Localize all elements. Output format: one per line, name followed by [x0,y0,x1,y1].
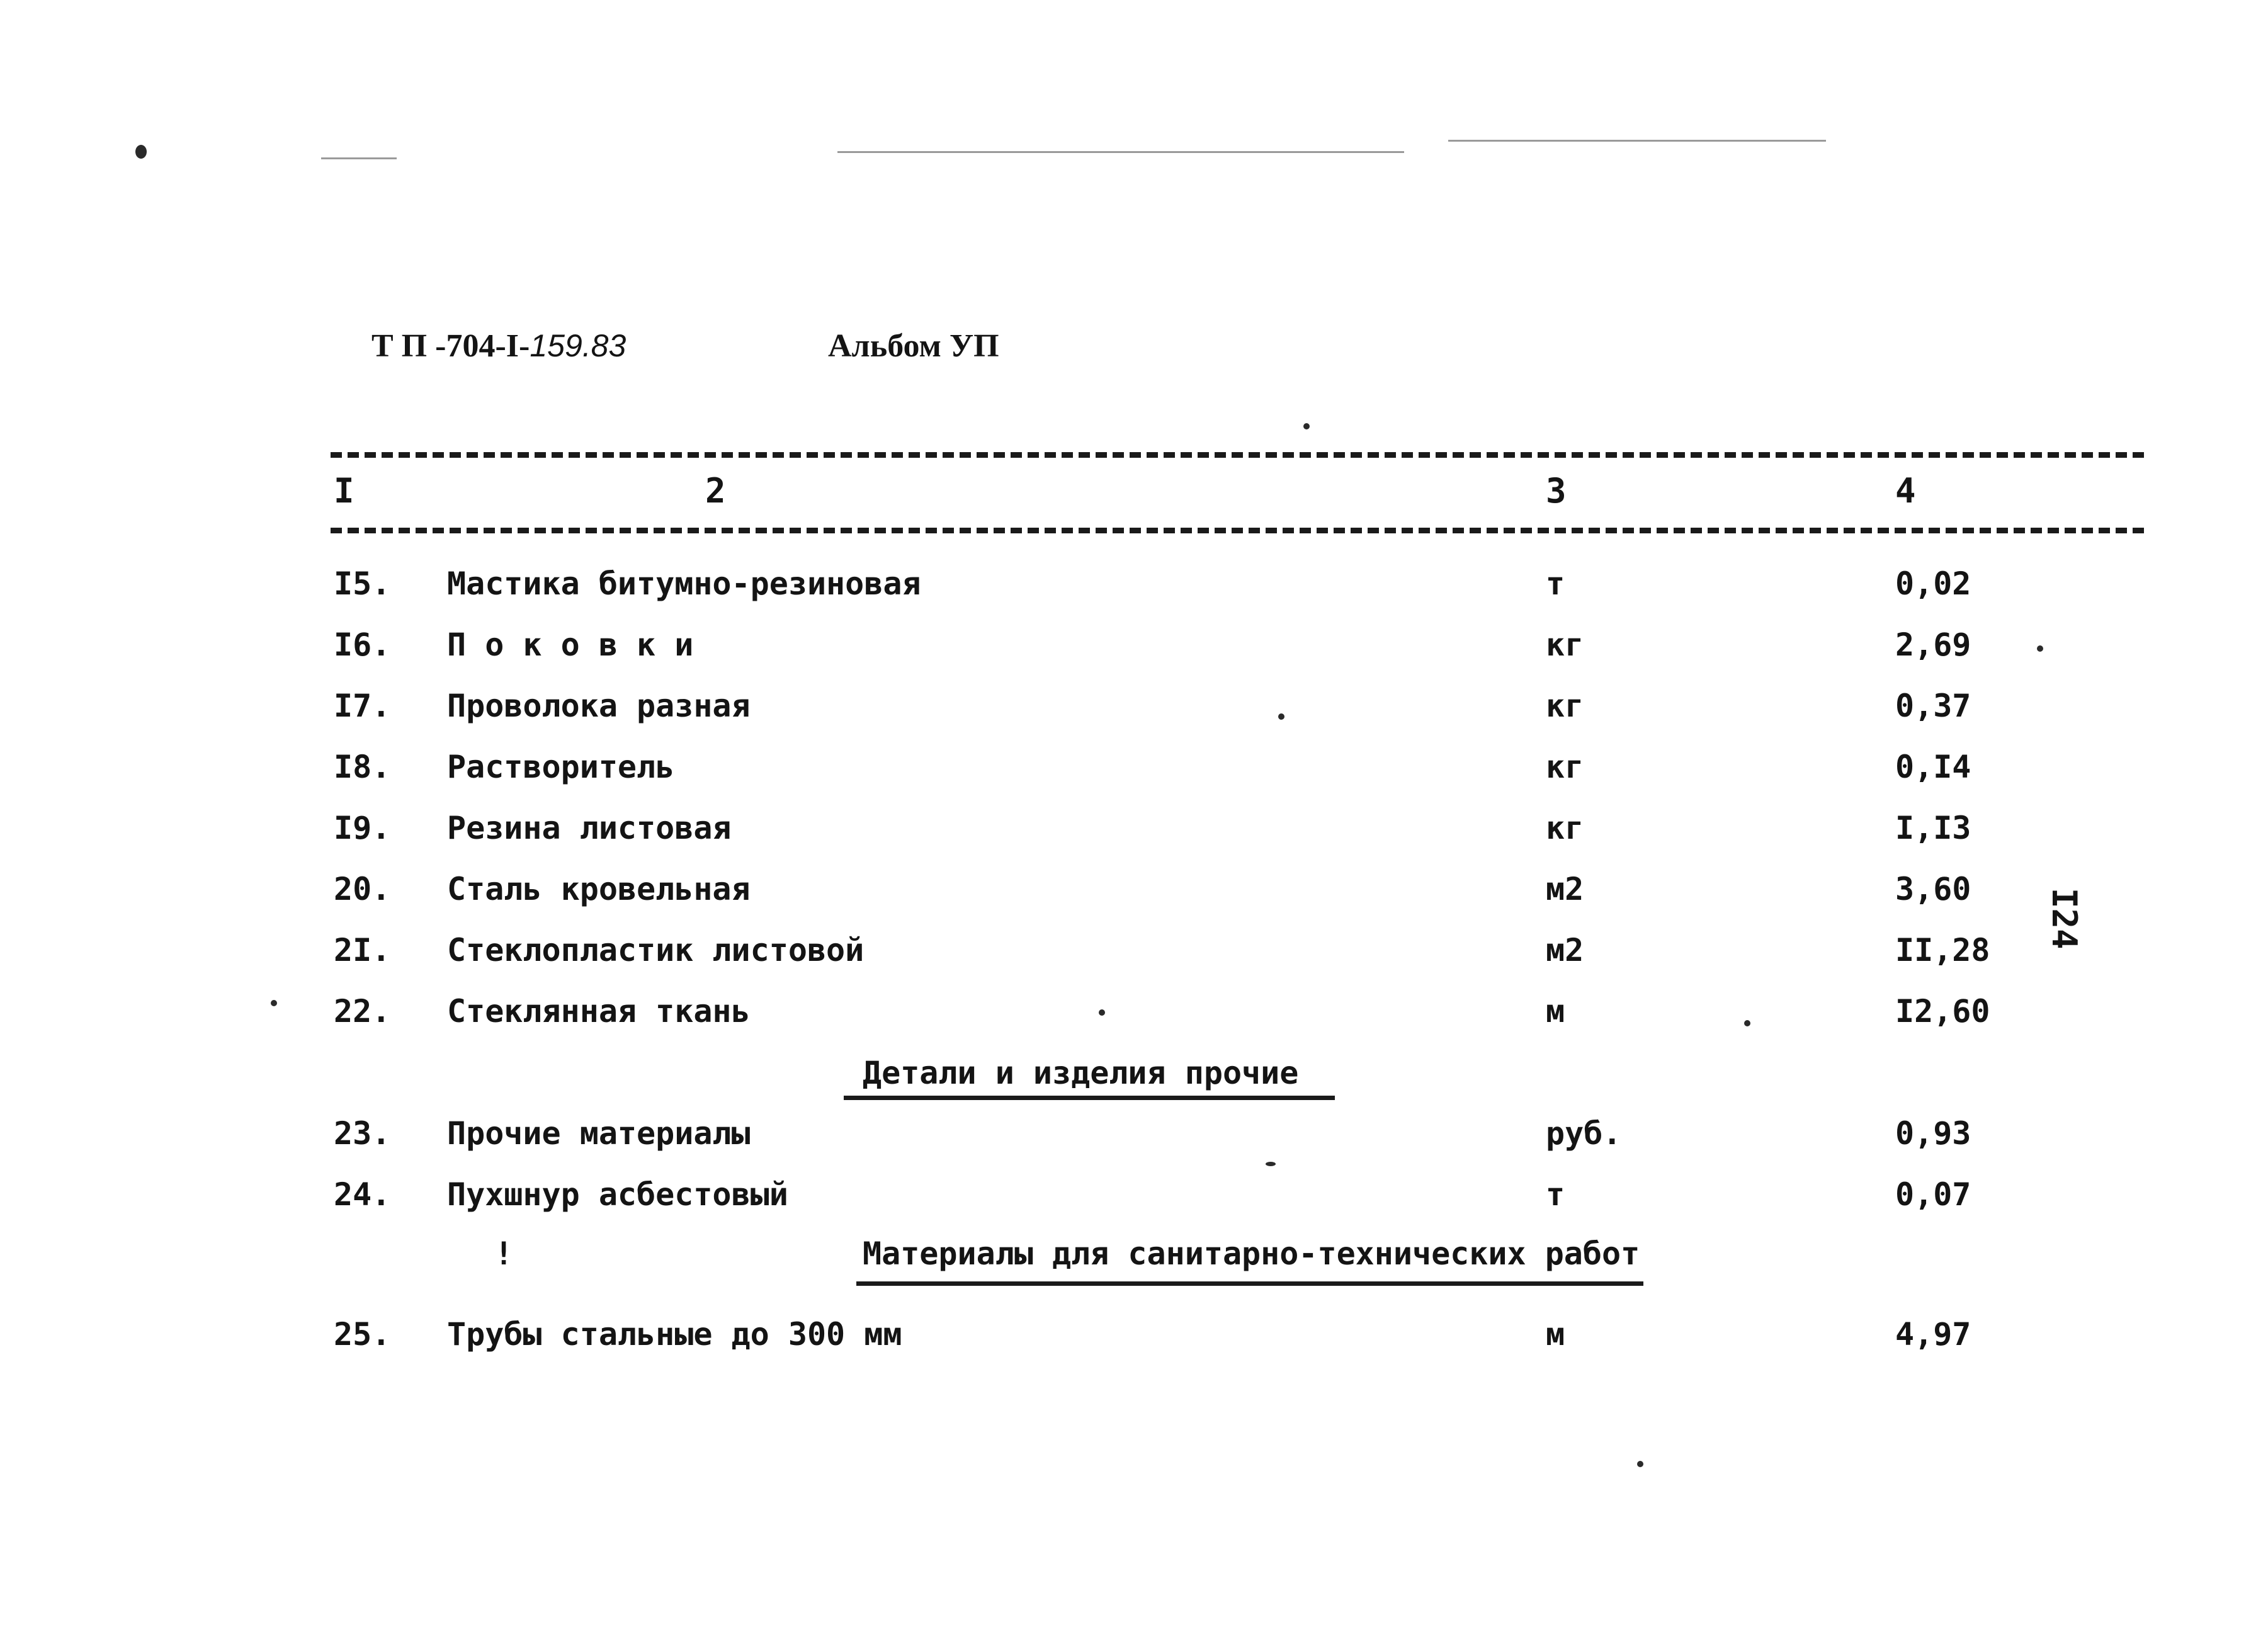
section-title-underline [844,1096,1335,1100]
row-number: I5. [334,565,391,602]
row-name: Пухшнур асбестовый [447,1176,788,1213]
row-name: П о к о в к и [447,627,694,663]
row-value: 0,07 [1895,1176,1971,1213]
row-unit: кг [1546,688,1584,724]
column-header-2: 2 [705,471,726,511]
section-title-underline [856,1281,1643,1286]
table-header-dashed-rule [331,528,2144,533]
document-code-handwritten: 159.83 [530,328,627,363]
scan-speck [1744,1020,1750,1026]
section-title-parts: Детали и изделия прочие [863,1055,1299,1091]
scan-artifact-line [321,157,397,159]
row-value: 3,60 [1895,871,1971,907]
row-number: I9. [334,810,391,846]
row-number: I8. [334,749,391,785]
scan-speck [2037,645,2043,652]
row-number: 23. [334,1115,391,1152]
column-header-3: 3 [1546,471,1567,511]
row-unit: кг [1546,749,1584,785]
row-value: 0,93 [1895,1115,1971,1152]
row-unit: м [1546,1316,1565,1353]
row-unit: руб. [1546,1115,1622,1152]
scan-speck [1637,1461,1643,1467]
row-name: Мастика битумно-резиновая [447,565,921,602]
row-unit: м2 [1546,932,1584,968]
table-row [0,810,2268,860]
column-header-1: I [334,471,354,511]
table-row [0,565,2268,616]
row-value: I2,60 [1895,993,1990,1030]
table-row [0,1176,2268,1227]
row-unit: т [1546,565,1565,602]
scan-speck [1099,1009,1105,1016]
scan-artifact-line [1448,140,1826,142]
scan-artifact-line [837,151,1404,153]
table-row [0,932,2268,982]
row-name: Растворитель [447,749,675,785]
row-name: Прочие материалы [447,1115,751,1152]
row-value: I,I3 [1895,810,1971,846]
row-unit: м2 [1546,871,1584,907]
row-name: Сталь кровельная [447,871,751,907]
row-number: 24. [334,1176,391,1213]
table-row [0,1316,2268,1366]
row-number: I6. [334,627,391,663]
row-unit: кг [1546,810,1584,846]
row-value: 2,69 [1895,627,1971,663]
row-value: 0,I4 [1895,749,1971,785]
row-name: Трубы стальные до 300 мм [447,1316,902,1353]
scan-speck [1278,713,1284,720]
row-unit: м [1546,993,1565,1030]
row-value: II,28 [1895,932,1990,968]
album-label: Альбом УП [828,328,999,364]
row-name: Резина листовая [447,810,732,846]
page-number: I24 [2044,888,2084,950]
table-row [0,749,2268,799]
stray-exclamation-mark: ! [494,1235,514,1272]
document-code [371,327,626,365]
column-header-4: 4 [1895,471,1916,511]
row-unit: т [1546,1176,1565,1213]
table-row [0,627,2268,677]
row-number: 22. [334,993,391,1030]
scan-speck [135,145,147,159]
scan-speck [1303,423,1310,429]
section-title-sanitary: Материалы для санитарно-технических работ [863,1235,1640,1272]
row-number: 25. [334,1316,391,1353]
row-value: 0,37 [1895,688,1971,724]
scan-speck [1266,1162,1276,1166]
scan-speck [271,1000,277,1006]
table-row [0,871,2268,921]
row-number: 2I. [334,932,391,968]
row-name: Проволока разная [447,688,751,724]
row-name: Стеклопластик листовой [447,932,865,968]
row-value: 0,02 [1895,565,1971,602]
row-number: I7. [334,688,391,724]
table-row [0,688,2268,738]
table-row [0,993,2268,1043]
document-code-prefix: Т П -704-I- [371,328,530,364]
row-unit: кг [1546,627,1584,663]
table-top-dashed-rule [331,452,2144,458]
table-row [0,1115,2268,1166]
row-value: 4,97 [1895,1316,1971,1353]
row-number: 20. [334,871,391,907]
row-name: Стеклянная ткань [447,993,751,1030]
